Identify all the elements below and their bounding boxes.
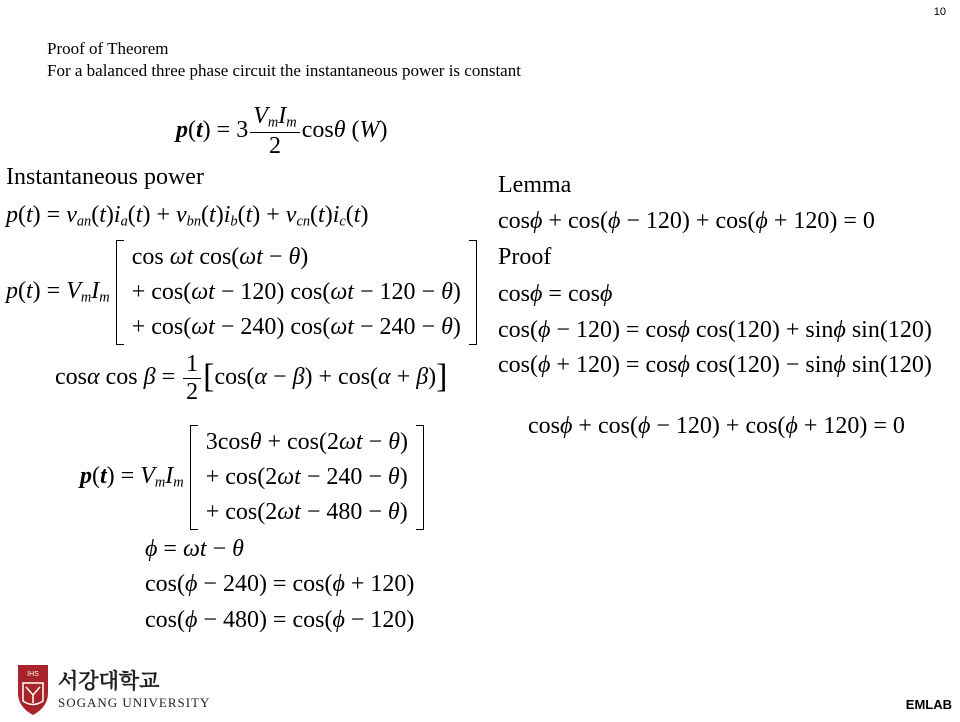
power-simplified-matrix: $p(t) = V_mI_m$ 3cosθ + cos(2ωt − θ) + cos(2ωt − 240 − θ) + cos(2ωt − 480 − θ) (80, 425, 424, 530)
title-line-2: For a balanced three phase circuit the instantaneous power is constant (47, 61, 521, 80)
sogang-university-logo (14, 663, 211, 717)
product-to-sum-identity: cosα cos β = $\frac{1}{2}$ [cos(α − β) + cos(α + β)] (55, 351, 448, 406)
cos-phi-240-identity: cos(ϕ − 240) = cos(ϕ + 120) (145, 571, 415, 597)
power-expanded-matrix: $p(t) = V_mI_m$ cos ωt cos(ωt − θ) + cos(ωt − 120) cos(ωt − 120 − θ) + cos(ωt − 240) cos(ωt − 240 − θ) (6, 240, 477, 345)
proof-line-1: cosϕ = cosϕ (498, 281, 613, 307)
proof-heading: Proof (498, 244, 552, 270)
main-power-formula: p(t) = 3 $\frac{V_mI_m}{2}$ cosθ (W) (176, 103, 388, 159)
university-korean-name: 서강대학교 (58, 669, 160, 693)
cos-phi-480-identity: cos(ϕ − 480) = cos(ϕ − 120) (145, 607, 415, 633)
lemma-statement: cosϕ + cos(ϕ − 120) + cos(ϕ + 120) = 0 (498, 208, 875, 234)
instantaneous-power-heading: Instantaneous power (6, 164, 204, 190)
lemma-heading: Lemma (498, 172, 572, 198)
proof-result: cosϕ + cos(ϕ − 120) + cos(ϕ + 120) = 0 (528, 413, 905, 439)
lab-name: EMLAB (905, 697, 952, 712)
title-line-1: Proof of Theorem (47, 39, 169, 58)
university-english-name: SOGANG UNIVERSITY (58, 695, 211, 710)
proof-line-3: cos(ϕ + 120) = cosϕ cos(120) − sinϕ sin(120) (498, 352, 932, 378)
slide-title (47, 38, 521, 82)
power-sum-equation: $p(t) = v_{an}(t)i_a(t) + v_{bn}(t)i_b(t) + v_{cn}(t)i_c(t)$ (6, 202, 369, 230)
page-number: 10 (933, 6, 946, 18)
proof-line-2: cos(ϕ − 120) = cosϕ cos(120) + sinϕ sin(120) (498, 317, 932, 343)
emblem-text: IHS (27, 671, 39, 678)
phi-substitution: ϕ = ωt − θ (145, 536, 244, 562)
